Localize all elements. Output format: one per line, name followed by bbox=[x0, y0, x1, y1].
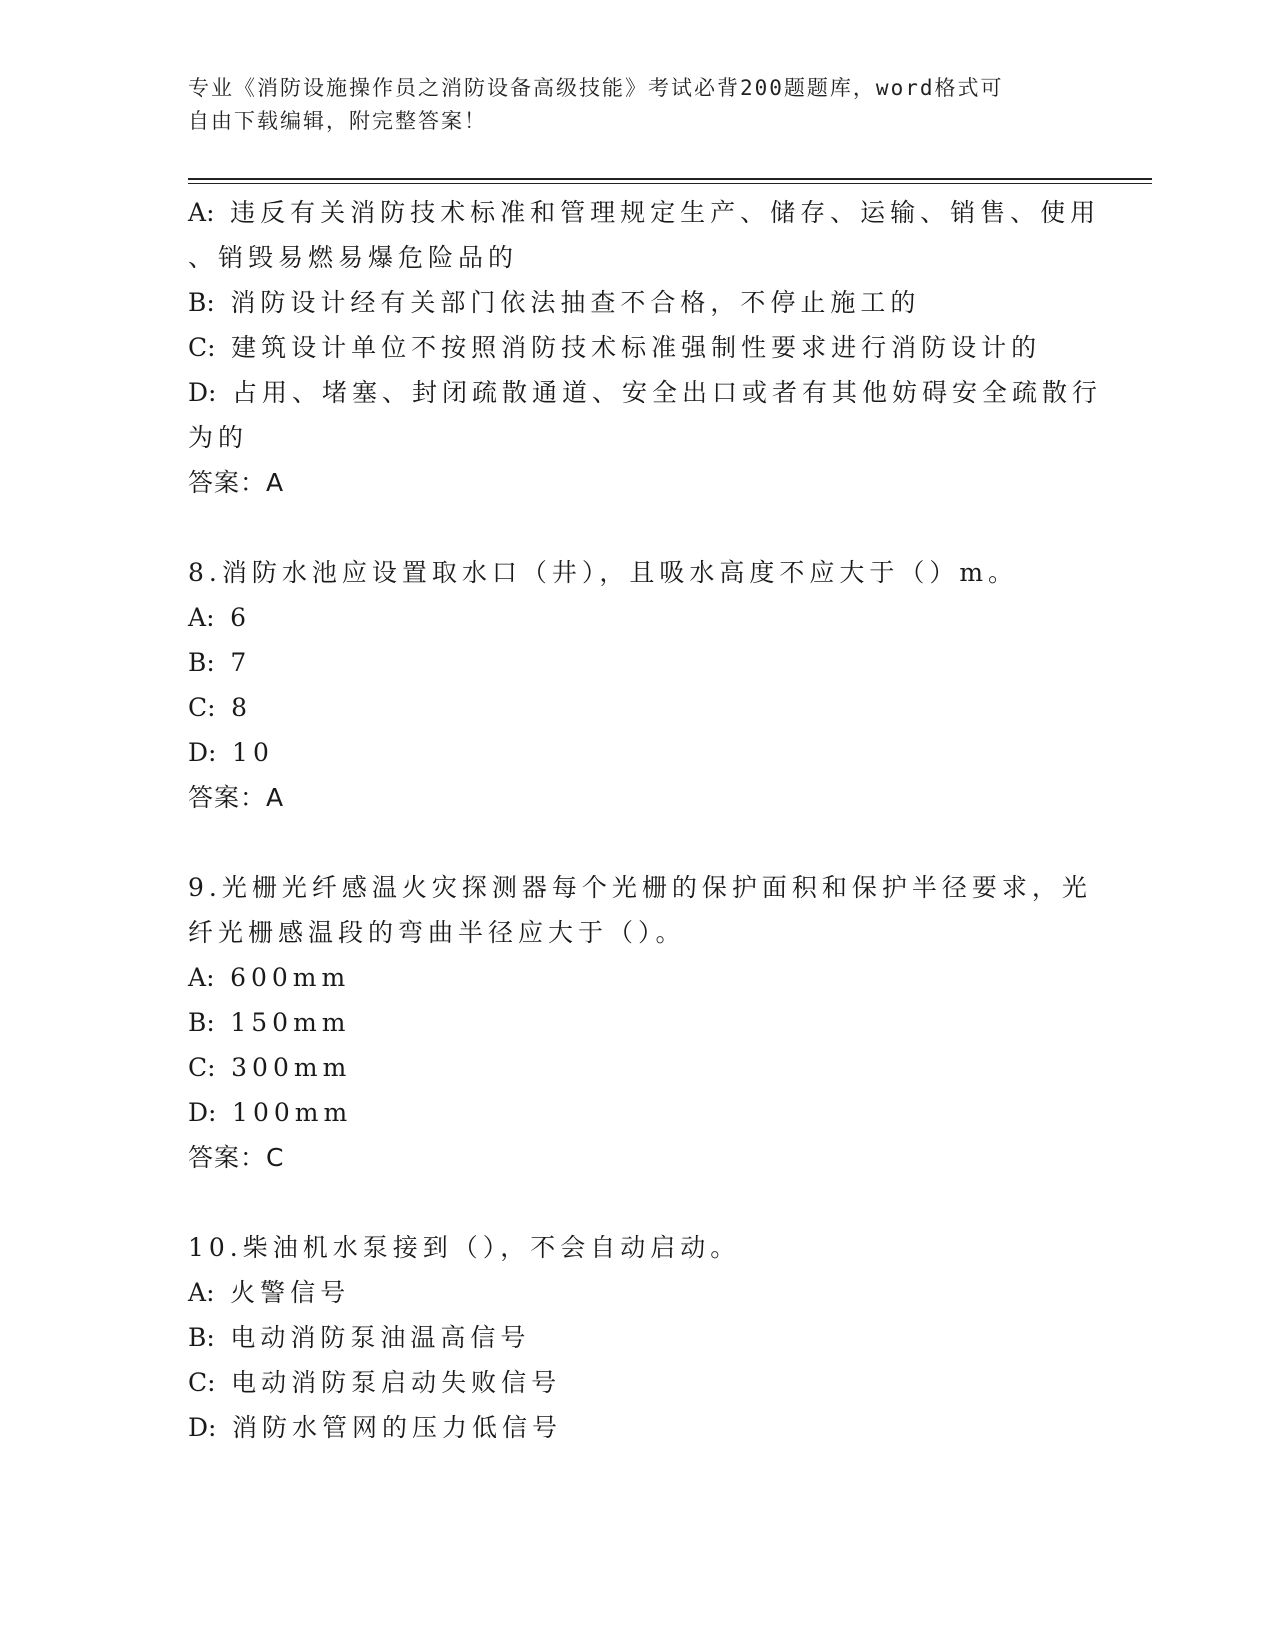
option-text: 8 bbox=[231, 693, 253, 722]
option-text: 100mm bbox=[232, 1098, 353, 1127]
header-title-line-1: 专业《消防设施操作员之消防设备高级技能》考试必背200题题库，word格式可 bbox=[188, 76, 1004, 100]
option-label: C bbox=[188, 693, 208, 722]
option-label: B bbox=[188, 1323, 207, 1352]
option-b: B: 消防设计经有关部门依法抽查不合格，不停止施工的 bbox=[188, 288, 921, 317]
header-divider-thin bbox=[188, 183, 1152, 184]
option-label: A bbox=[188, 198, 207, 227]
option-text: 150mm bbox=[230, 1008, 351, 1037]
option-text-continued: 、销毁易燃易爆危险品的 bbox=[188, 243, 519, 272]
option-text: 600mm bbox=[230, 963, 351, 992]
option-text: 消防水管网的压力低信号 bbox=[232, 1413, 563, 1442]
option-b: B: 7 bbox=[188, 648, 252, 677]
option-c: C: 建筑设计单位不按照消防技术标准强制性要求进行消防设计的 bbox=[188, 333, 1042, 362]
option-c: C: 电动消防泵启动失败信号 bbox=[188, 1368, 562, 1397]
option-label: B bbox=[188, 288, 207, 317]
option-label: D bbox=[188, 1413, 209, 1442]
option-text: 电动消防泵启动失败信号 bbox=[231, 1368, 562, 1397]
question-9 bbox=[188, 865, 1092, 1180]
answer-line: 答案：A bbox=[188, 783, 285, 812]
option-text: 消防设计经有关部门依法抽查不合格，不停止施工的 bbox=[230, 288, 921, 317]
option-text: 6 bbox=[230, 603, 251, 632]
option-label: D bbox=[188, 378, 209, 407]
answer-line: 答案：C bbox=[188, 1143, 285, 1172]
question-content bbox=[188, 190, 1103, 1450]
answer-line: 答案：A bbox=[188, 468, 285, 497]
document-header bbox=[188, 72, 1068, 138]
option-a: A: 违反有关消防技术标准和管理规定生产、储存、运输、销售、使用 bbox=[188, 198, 1101, 227]
option-b: B: 电动消防泵油温高信号 bbox=[188, 1323, 531, 1352]
option-text: 电动消防泵油温高信号 bbox=[230, 1323, 531, 1352]
option-c: C: 8 bbox=[188, 693, 253, 722]
spacer bbox=[188, 1180, 1088, 1225]
spacer bbox=[188, 505, 1088, 550]
option-label: D bbox=[188, 738, 209, 767]
option-label: A bbox=[188, 1278, 207, 1307]
option-text: 7 bbox=[230, 648, 252, 677]
option-d: D: 100mm bbox=[188, 1098, 353, 1127]
option-text: 违反有关消防技术标准和管理规定生产、储存、运输、销售、使用 bbox=[230, 198, 1101, 227]
question-8 bbox=[188, 550, 1088, 820]
option-text: 建筑设计单位不按照消防技术标准强制性要求进行消防设计的 bbox=[231, 333, 1042, 362]
option-b: B: 150mm bbox=[188, 1008, 351, 1037]
option-label: C bbox=[188, 1053, 208, 1082]
option-label: C bbox=[188, 1368, 208, 1397]
option-label: B bbox=[188, 1008, 207, 1037]
question-10 bbox=[188, 1225, 1088, 1450]
option-a: A: 6 bbox=[188, 603, 251, 632]
option-d: D: 占用、堵塞、封闭疏散通道、安全出口或者有其他妨碍安全疏散行 bbox=[188, 378, 1103, 407]
question-7-continued bbox=[188, 190, 1103, 505]
option-a: A: 火警信号 bbox=[188, 1278, 351, 1307]
option-label: B bbox=[188, 648, 207, 677]
option-d: D: 消防水管网的压力低信号 bbox=[188, 1413, 563, 1442]
option-a: A: 600mm bbox=[188, 963, 351, 992]
header-title-line-2: 自由下载编辑，附完整答案！ bbox=[188, 109, 487, 133]
option-text: 火警信号 bbox=[230, 1278, 351, 1307]
option-text-continued: 为的 bbox=[188, 423, 249, 452]
option-label: A bbox=[188, 963, 207, 992]
option-text: 300mm bbox=[231, 1053, 352, 1082]
header-divider bbox=[188, 178, 1152, 180]
option-label: D bbox=[188, 1098, 209, 1127]
option-text: 占用、堵塞、封闭疏散通道、安全出口或者有其他妨碍安全疏散行 bbox=[232, 378, 1103, 407]
spacer bbox=[188, 820, 1088, 865]
option-label: A bbox=[188, 603, 207, 632]
question-stem: 9.光栅光纤感温火灾探测器每个光栅的保护面积和保护半径要求，光 bbox=[188, 873, 1092, 902]
question-stem: 8.消防水池应设置取水口（井），且吸水高度不应大于（）m。 bbox=[188, 558, 1019, 587]
option-d: D: 10 bbox=[188, 738, 274, 767]
option-text: 10 bbox=[232, 738, 274, 767]
question-stem: 10.柴油机水泵接到（），不会自动启动。 bbox=[188, 1233, 741, 1262]
option-c: C: 300mm bbox=[188, 1053, 352, 1082]
question-stem-continued: 纤光栅感温段的弯曲半径应大于（）。 bbox=[188, 918, 686, 947]
option-label: C bbox=[188, 333, 208, 362]
